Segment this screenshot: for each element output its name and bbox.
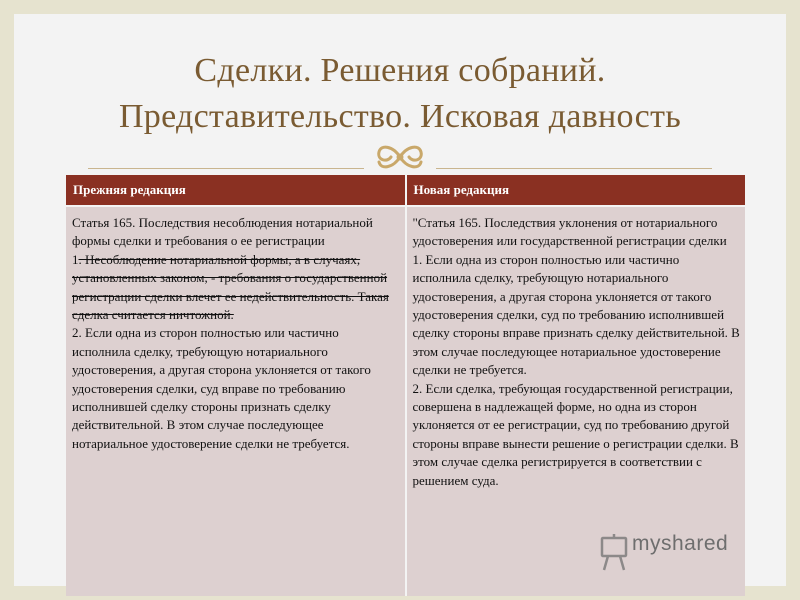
old-item-2: 2. Если одна из сторон полностью или частично исполнила сделку, требующую нотариального удостоверения, а другая сторона уклоняется от такого удостоверения сделки, суд вправе по требованию исполнившей сделку стороны признать сделку действительной. В этом случае последующее нотариальное удостоверение сделки не требуется. [72,325,371,451]
fleuron-ornament-icon [371,136,429,178]
header-new-edition: Новая редакция [406,175,746,206]
new-item-1: 1. Если одна из сторон полностью или частично исполнила сделку, требующую нотариального удостоверения, а другая сторона уклоняется от такого удостоверения сделки, суд по требованию исполнившей сделку стороны вправе признать сделку действительной. В этом случае последующее нотариальное удостоверение сделки не требуется. [412,251,740,378]
title-divider-left [88,168,364,169]
title-divider-right [436,168,712,169]
old-edition-cell [66,206,406,596]
title-line-2: Представительство. Исковая давность [118,98,682,135]
watermark-text: myshared [632,532,729,555]
table-header-row [66,175,745,206]
title-line-1: Сделки. Решения собраний. [194,52,606,89]
old-item-1-number: 1 [72,251,79,267]
new-item-2: 2. Если сделка, требующая государственной регистрации, совершена в надлежащей форме, но одна из сторон уклоняется от ее регистрации, суд по требованию другой стороны вправе вынести решение о регистрации сделки. В этом случае сделка регистрируется в соответствии с решением суда. [412,380,739,488]
header-old-edition: Прежняя редакция [66,175,406,206]
old-article-heading: Статья 165. Последствия несоблюдения нотариальной формы сделки и требования о ее регистрации [72,215,373,249]
old-item-1-struck-text: . Несоблюдение нотариальной формы, а в случаях, установленных законом, - требования о государственной регистрации сделки влечет ее недействительность. Такая сделка считается ничтожной. [72,251,389,323]
slide-title [0,48,800,140]
new-article-heading: "Статья 165. Последствия уклонения от нотариального удостоверения или государственной регистрации сделки [412,215,727,249]
old-item-1 [72,251,400,325]
